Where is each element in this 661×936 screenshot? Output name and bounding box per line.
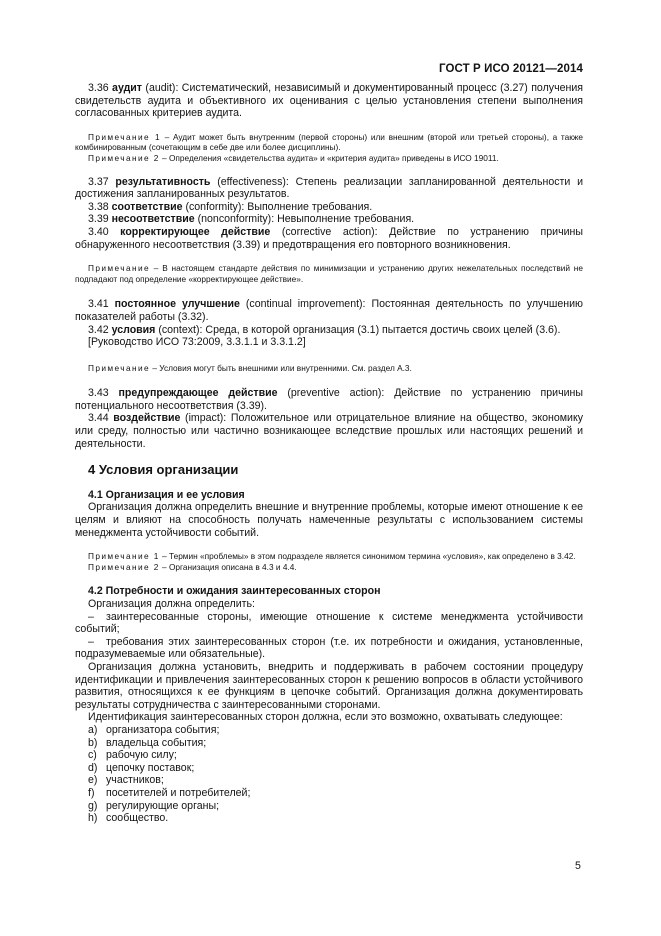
subsection-4-1-heading: 4.1 Организация и ее условия — [88, 488, 245, 501]
page-number: 5 — [575, 860, 581, 872]
term-definition: (nonconformity): Невыполнение требования. — [194, 213, 415, 226]
list-item — [75, 737, 583, 750]
term-number: 3.40 — [88, 225, 109, 238]
term-number: 3.44 — [88, 412, 109, 425]
term-name: постоянное улучшение — [114, 298, 240, 311]
term-name: несоответствие — [111, 213, 195, 226]
subsection-4-2-paragraph-2: Организация должна установить, внедрить и поддерживать в рабочем состоянии процедуру идентификации и привлечения заинтересованных сторон к решению вопросов в области устойчивого развития, относящихся к ее функциям в цепочке событий. Организация должна документировать результаты сотрудничества с заинтересованными сторонами. — [75, 660, 583, 711]
list-item-text: цепочку поставок; — [106, 761, 195, 774]
term-number: 3.37 — [88, 175, 109, 188]
subsection-4-2-heading: 4.2 Потребности и ожидания заинтересованных сторон — [88, 585, 381, 598]
term-3-41 — [75, 298, 583, 323]
list-item-text: сообщество. — [106, 812, 169, 825]
term-definition: (preventive action): Действие по устранению причины потенциального несоответствия (3.39). — [75, 387, 583, 412]
dash-marker: – — [88, 635, 94, 648]
list-item-text: регулирующие органы; — [106, 799, 220, 812]
list-item-label: e) — [88, 774, 98, 787]
note-3-36-2 — [75, 153, 583, 164]
note-label: Примечание — [88, 362, 151, 373]
note-label: Примечание 2 — [88, 152, 160, 163]
note-3-36-1 — [75, 132, 583, 153]
note-text: – Организация описана в 4.3 и 4.4. — [159, 561, 297, 572]
subsection-4-2-paragraph-3: Идентификация заинтересованных сторон должна, если это возможно, охватывать следующее: — [88, 711, 563, 724]
dash-item-text: требования этих заинтересованных сторон (т.е. их потребности и ожидания, установленные, подразумеваемые или обязательные). — [75, 635, 583, 661]
term-name: предупреждающее действие — [118, 387, 278, 400]
note-label: Примечание — [88, 263, 151, 274]
term-number: 3.42 — [88, 323, 109, 336]
list-item-text: участников; — [106, 774, 164, 787]
list-item-text: организатора события; — [106, 723, 220, 736]
term-3-37 — [75, 176, 583, 201]
list-item — [75, 812, 583, 825]
list-item-text: посетителей и потребителей; — [106, 786, 251, 799]
note-3-42 — [75, 363, 583, 374]
term-definition: (impact): Положительное или отрицательное влияние на общество, экономику или среду, полностью или частично возникающее вследствие прошлых или настоящих решений и деятельности. — [75, 412, 583, 450]
list-item — [75, 724, 583, 737]
subsection-4-1-paragraph: Организация должна определить внешние и внутренние проблемы, которые имеют отношение к ее целям и влияют на способность получать намеченные результаты с использованием системы менеджмента устойчивости событий. — [75, 501, 583, 539]
stakeholder-list — [75, 724, 583, 825]
term-definition: (context): Среда, в которой организация (3.1) пытается достичь своих целей (3.6). — [155, 323, 561, 336]
term-3-42-reference: [Руководство ИСО 73:2009, 3.3.1.1 и 3.3.1.2] — [88, 336, 306, 349]
term-name: аудит — [112, 82, 142, 94]
note-3-40 — [75, 263, 583, 284]
note-text: – Аудит может быть внутренним (первой стороны) или внешним (второй или третьей стороны), а также комбинированным (сочетающим в себе две или более дисциплины). — [75, 131, 583, 153]
list-item-label: c) — [88, 749, 97, 762]
term-number: 3.43 — [88, 387, 109, 400]
dash-marker: – — [88, 610, 94, 623]
list-item-label: f) — [88, 786, 95, 799]
term-number: 3.38 — [88, 200, 109, 213]
list-item-label: h) — [88, 812, 98, 825]
term-definition: (audit): Систематический, независимый и документированный процесс (3.27) получения свидетельств аудита и объективного их оценивания с целью установления степени выполнения согласованных критериев аудита. — [75, 82, 583, 120]
list-item-text: владельца события; — [106, 736, 207, 749]
list-item-label: a) — [88, 723, 98, 736]
term-number: 3.39 — [88, 213, 109, 226]
note-4-1-2 — [75, 562, 583, 573]
list-item — [75, 800, 583, 813]
term-3-44 — [75, 412, 583, 450]
list-item — [75, 787, 583, 800]
dash-item-1 — [75, 611, 583, 636]
note-text: – Определения «свидетельства аудита» и «критерия аудита» приведены в ИСО 19011. — [159, 152, 499, 163]
list-item-text: рабочую силу; — [106, 749, 177, 762]
term-number: 3.41 — [88, 298, 109, 311]
note-text: – Условия могут быть внешними или внутренними. См. раздел А.3. — [150, 362, 412, 373]
subsection-4-2-intro: Организация должна определить: — [88, 598, 255, 610]
page-body — [75, 82, 583, 825]
term-definition: (corrective action): Действие по устранению причины обнаруженного несоответствия (3.39) и предотвращения его повторного возникновения. — [75, 225, 583, 251]
term-definition: (conformity): Выполнение требования. — [182, 200, 373, 213]
section-4-heading: 4 Условия организации — [88, 462, 239, 478]
term-3-42 — [75, 324, 583, 337]
note-4-1-1 — [75, 551, 583, 562]
term-name: условия — [111, 323, 156, 336]
term-name: корректирующее действие — [120, 225, 271, 238]
term-definition: (effectiveness): Степень реализации запланированной деятельности и достижения запланированных результатов. — [75, 175, 583, 201]
list-item — [75, 762, 583, 775]
dash-item-2 — [75, 636, 583, 661]
term-3-38 — [75, 201, 583, 214]
term-name: воздействие — [113, 412, 181, 425]
note-label: Примечание 1 — [88, 551, 160, 562]
dash-item-text: заинтересованные стороны, имеющие отношение к системе менеджмента устойчивости событий; — [75, 610, 583, 636]
term-3-43 — [75, 387, 583, 412]
standard-header: ГОСТ Р ИСО 20121—2014 — [438, 63, 583, 75]
list-item — [75, 749, 583, 762]
list-item — [75, 774, 583, 787]
term-definition: (continual improvement): Постоянная деятельность по улучшению показателей работы (3.32). — [75, 298, 583, 323]
note-label: Примечание 2 — [88, 561, 160, 572]
term-3-40 — [75, 226, 583, 251]
note-label: Примечание 1 — [88, 131, 162, 142]
note-text: – Термин «проблемы» в этом подразделе является синонимом термина «условия», как определено в 3.42. — [159, 551, 576, 562]
term-name: соответствие — [111, 200, 183, 213]
note-text: – В настоящем стандарте действия по минимизации и устранению других нежелательных последствий не подпадают под определение «корректирующее действие». — [75, 263, 583, 284]
term-3-36 — [75, 82, 583, 120]
list-item-label: g) — [88, 799, 98, 812]
term-name: результативность — [115, 175, 211, 188]
list-item-label: b) — [88, 736, 98, 749]
term-number: 3.36 — [88, 82, 109, 94]
term-3-39 — [75, 213, 583, 226]
list-item-label: d) — [88, 761, 98, 774]
